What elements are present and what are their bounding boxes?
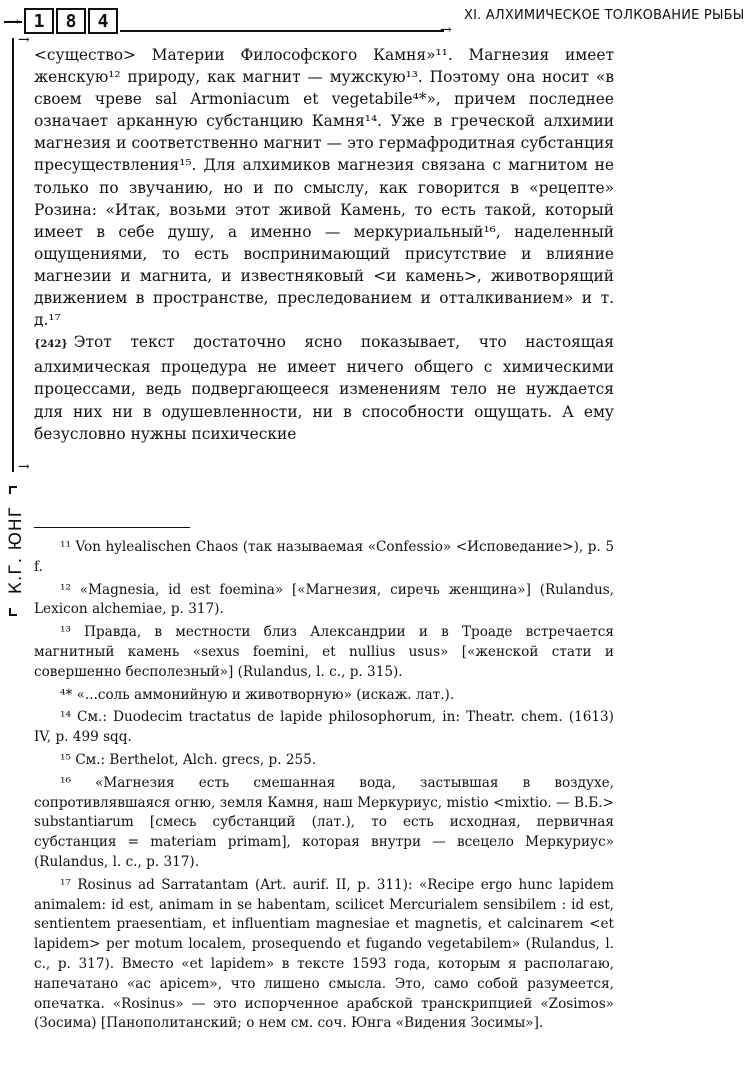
page-number-digit: 4 [88,8,118,34]
main-text [34,44,614,445]
arrow-right-icon: → [18,32,30,48]
paragraph [34,331,614,444]
footnote: ¹⁴ См.: Duodecim tractatus de lapide philosophorum, in: Theatr. chem. (1613) IV, p. 499 sqq. [34,709,614,746]
footnote: ¹⁵ См.: Berthelot, Alch. grecs, p. 255. [60,751,317,768]
footnote: ¹⁶ «Магнезия есть смешанная вода, застывшая в воздухе, сопротивлявшаяся огню, земля Камня, наш Меркуриус, mistio <mixtio. — В.Б.> substantiarum [смесь субстанций (лат.), то есть исходная, первичная субстанция = materiam primam], которая внутри — всецело Меркуриус» (Rulandus, l. c., p. 317). [34,774,614,870]
bracket-top [9,486,17,494]
footnote-separator [34,527,190,528]
footnotes [34,538,614,1037]
footnote: ¹¹ Von hylealischen Chaos (так называемая «Confessio» <Исповедание>), p. 5 f. [34,539,614,575]
author-name: К.Г. ЮНГ [6,505,26,595]
page-number-digit: 8 [56,8,86,34]
author-running-title [2,500,30,600]
paragraph-text: Этот текст достаточно ясно показывает, что настоящая алхимическая процедура не имеет ничего общего с химическими процессами, ведь подвергающееся изменениям тело не нуждается для них ни в одушевленности, ни в способности ощущать. А ему безусловно нужны психические [34,333,614,443]
footnote: ¹⁷ Rosinus ad Sarratantam (Art. aurif. II, p. 311): «Recipe ergo hunc lapidem animalem: id est, animam in se habentam, scilicet Mercurialem sensibilem : id est, sentientem praesentiam, et influentiam magnesiae et magnetis, et calcinarem <et lapidem> per motum localem, prosequendo et fugando vegetabilem» (Rulandus, l. c., p. 317). Вместо «et lapidem» в тексте 1593 года, которым я располагаю, напечатано «ac apicem», что лишено смысла. Это, само собой разумеется, опечатка. «Rosinus» — это испорченное арабской транскрипцией «Zosimos» (Зосима) [Панополитанский; о нем см. соч. Юнга «Видения Зосимы»]. [34,876,614,1032]
arrow-right-icon: → [440,22,452,38]
header-rule-left [4,21,22,23]
paragraph-number: {242} [34,339,68,351]
footnote: ¹³ Правда, в местности близ Александрии и в Троаде встречается магнитный камень «sexus foemini, et nullius usus» [«женской стати и совершенно бесполезный»] (Rulandus, l. c., p. 315). [34,624,614,680]
header-rule [120,30,444,32]
arrow-right-icon: → [18,459,30,475]
margin-rule [12,38,14,472]
footnote: ⁴* «...соль аммонийную и животворную» (искаж. лат.). [60,686,455,703]
bracket-bottom [9,608,17,616]
page-header [0,0,744,44]
paragraph: <существо> Материи Философского Камня»¹¹. Магнезия имеет женскую¹² природу, как магнит — мужскую¹³. Поэтому она носит «в своем чреве sal Armoniacum et vegetabile⁴*», причем последнее означает арканную субстанцию Камня¹⁴. Уже в греческой алхимии магнезия и соответственно магнит — это гермафродитная субстанция пресуществления¹⁵. Для алхимиков магнезия связана с магнитом не только по звучанию, но и по смыслу, как говорится в «рецепте» Розина: «Итак, возьми этот живой Камень, то есть такой, который имеет в себе душу, а именно — меркуриальный¹⁶, наделенный ощущениями, то есть воспринимающий присутствие и влияние магнезии и магнита, и известняковый <и камень>, животворящий движением в пространстве, преследованием и отталкиванием» и т. д.¹⁷ [34,46,614,330]
footnote: ¹² «Magnesia, id est foemina» [«Магнезия, сиречь женщина»] (Rulandus, Lexicon alchemiae, p. 317). [34,581,614,618]
page-number-digit: 1 [24,8,54,34]
running-title: XI. АЛХИМИЧЕСКОЕ ТОЛКОВАНИЕ РЫБЫ [464,8,744,23]
